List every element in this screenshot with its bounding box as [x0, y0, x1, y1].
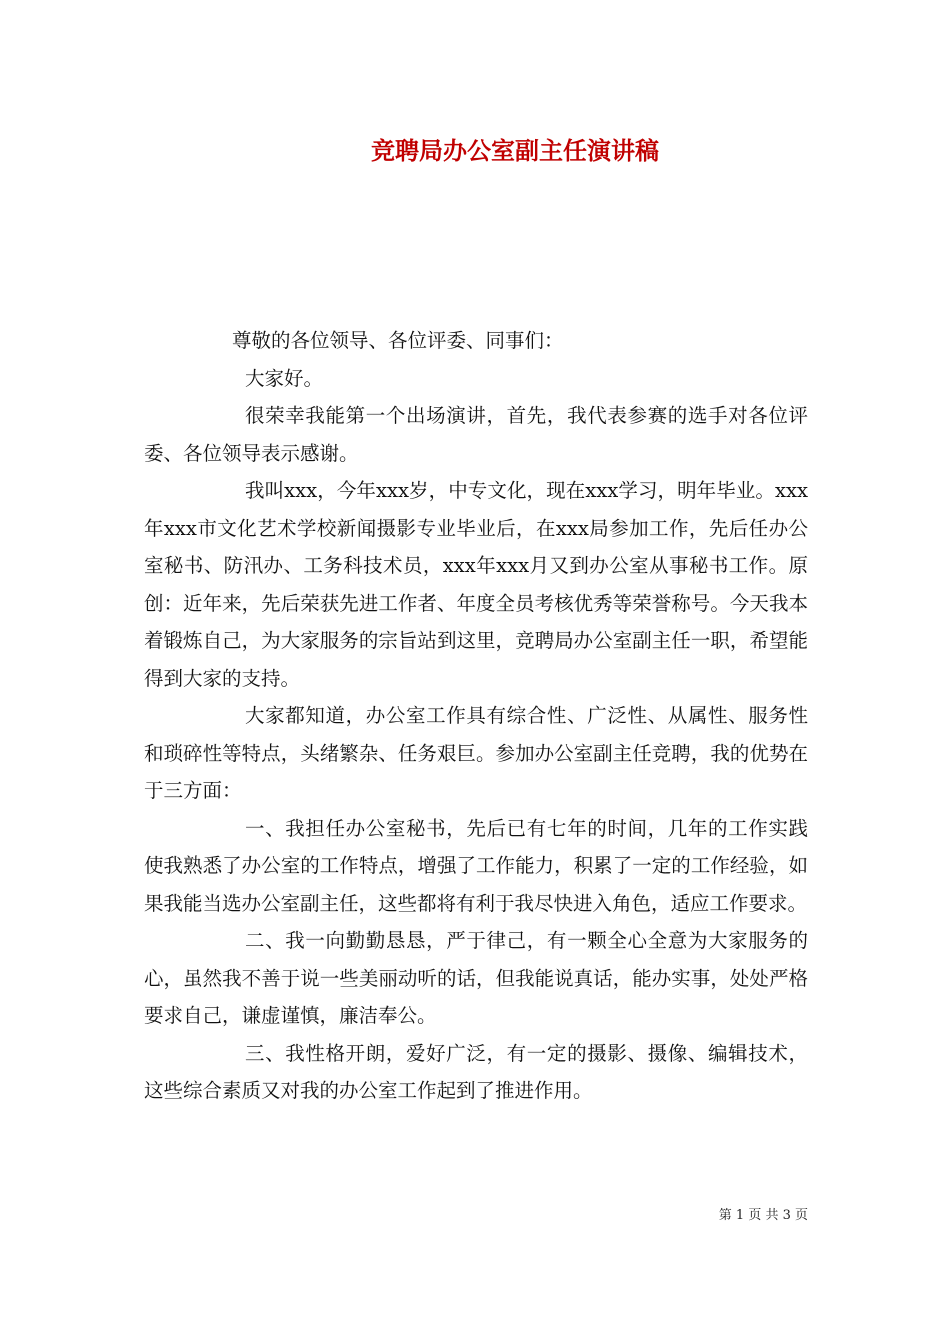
page-number-footer: 第 1 页 共 3 页 — [718, 1208, 808, 1223]
paragraph-self-intro: 我叫xxx，今年xxx岁，中专文化，现在xxx学习，明年毕业。xxx年xxx市文化艺术学校新闻摄影专业毕业后，在xxx局参加工作，先后任办公室秘书、防汛办、工务科技术员，xxx年xxx月又到办公室从事秘书工作。原创：近年来，先后荣获先进工作者、年度全员考核优秀等荣誉称号。今天我本着锻炼自己，为大家服务的宗旨站到这里，竞聘局办公室副主任一职，希望能得到大家的支持。 — [144, 479, 808, 690]
paragraph-advantage-3: 三、我性格开朗，爱好广泛，有一定的摄影、摄像、编辑技术，这些综合素质又对我的办公室工作起到了推进作用。 — [144, 1041, 808, 1102]
salutation: 尊敬的各位领导、各位评委、同事们： — [232, 329, 564, 352]
paragraph-greeting: 大家好。 — [245, 366, 324, 390]
paragraph-office-overview: 大家都知道，办公室工作具有综合性、广泛性、从属性、服务性和琐碎性等特点，头绪繁杂、任务艰巨。参加办公室副主任竞聘，我的优势在于三方面： — [144, 704, 808, 802]
paragraph-thanks: 很荣幸我能第一个出场演讲，首先，我代表参赛的选手对各位评委、各位领导表示感谢。 — [144, 404, 808, 465]
document-body — [144, 322, 808, 1110]
paragraph-advantage-1: 一、我担任办公室秘书，先后已有七年的时间，几年的工作实践使我熟悉了办公室的工作特点，增强了工作能力，积累了一定的工作经验，如果我能当选办公室副主任，这些都将有利于我尽快进入角色，适应工作要求。 — [144, 816, 808, 915]
paragraph-advantage-2: 二、我一向勤勤恳恳，严于律己，有一颗全心全意为大家服务的心，虽然我不善于说一些美丽动听的话，但我能说真话，能办实事，处处严格要求自己，谦虚谨慎，廉洁奉公。 — [144, 929, 808, 1027]
document-title: 竞聘局办公室副主任演讲稿 — [371, 136, 659, 165]
